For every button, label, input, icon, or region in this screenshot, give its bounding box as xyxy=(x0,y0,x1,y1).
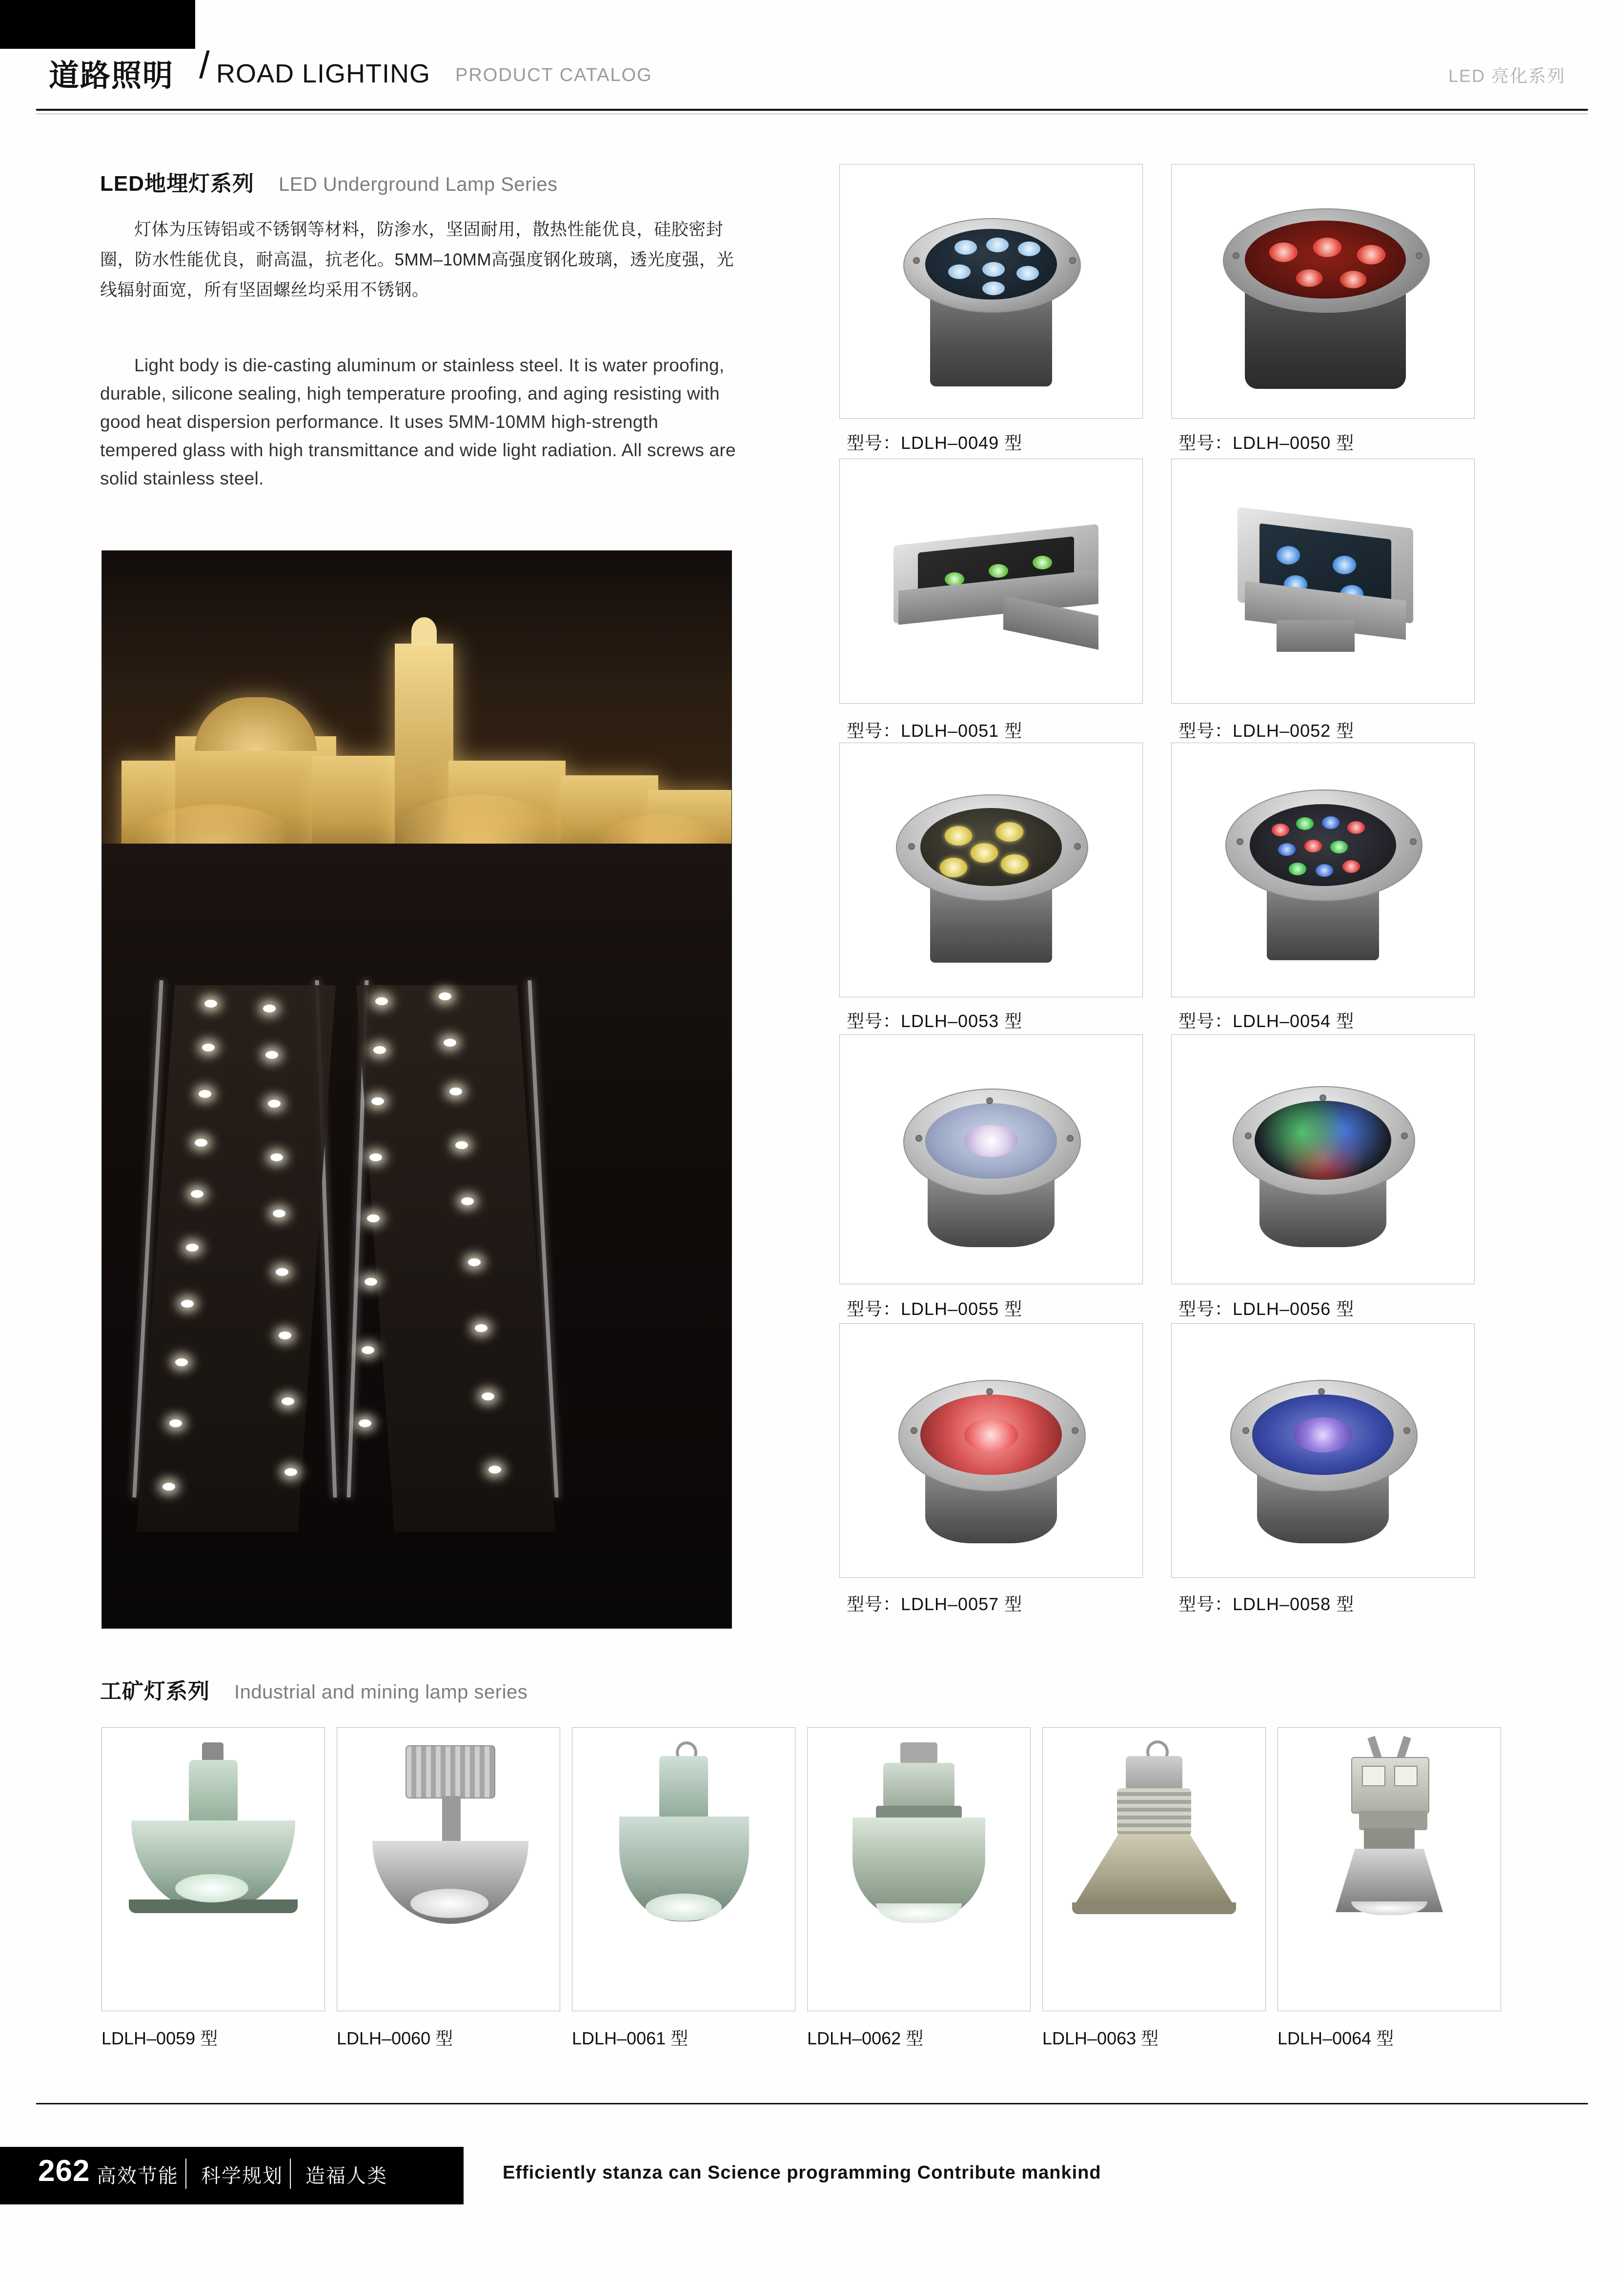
photo-step-light xyxy=(362,1346,374,1354)
product-image-LDLH-0063 xyxy=(1042,1727,1266,2011)
product-image-LDLH-0051 xyxy=(839,459,1143,704)
product-label-LDLH-0052: 型号：LDLH–0052 型 xyxy=(1178,721,1355,741)
page-number: 262 xyxy=(38,2154,90,2188)
footer-separator xyxy=(290,2159,291,2189)
photo-step-light xyxy=(273,1210,285,1217)
product-label-LDLH-0058: 型号：LDLH–0058 型 xyxy=(1178,1594,1355,1614)
product-label-LDLH-0049: 型号：LDLH–0049 型 xyxy=(847,433,1023,453)
footer-divider xyxy=(36,2103,1588,2104)
product-label-LDLH-0061: LDLH–0061 型 xyxy=(572,2028,689,2048)
header-black-bar xyxy=(0,0,195,49)
product-image-LDLH-0055 xyxy=(839,1034,1143,1284)
header-divider xyxy=(36,109,1588,111)
night-street-lighting-photo xyxy=(102,550,732,1629)
product-label-LDLH-0050: 型号：LDLH–0050 型 xyxy=(1178,433,1355,453)
footer-slogan-en: Efficiently stanza can Science programming Contribute mankind xyxy=(503,2162,1101,2183)
product-image-LDLH-0052 xyxy=(1171,459,1475,704)
photo-step-light xyxy=(365,1278,377,1286)
page-header xyxy=(0,0,1624,124)
product-image-LDLH-0064 xyxy=(1278,1727,1501,2011)
product-label-LDLH-0063: LDLH–0063 型 xyxy=(1042,2028,1159,2048)
photo-step-light xyxy=(284,1468,297,1476)
industrial-section-title xyxy=(100,1674,528,1705)
photo-step-light xyxy=(371,1097,384,1105)
photo-step-light xyxy=(461,1197,474,1205)
photo-step-light xyxy=(268,1100,281,1108)
product-image-LDLH-0058 xyxy=(1171,1323,1475,1578)
header-title-en: ROAD LIGHTING xyxy=(216,59,431,88)
photo-step-light xyxy=(169,1419,182,1427)
product-image-LDLH-0049 xyxy=(839,164,1143,419)
photo-step-light xyxy=(186,1244,199,1252)
photo-step-light xyxy=(449,1088,462,1095)
underground-paragraph-zh: 灯体为压铸铝或不锈钢等材料，防渗水，坚固耐用，散热性能优良，硅胶密封圈，防水性能优良，耐高温，抗老化。5MM–10MM高强度钢化玻璃，透光度强，光线辐射面宽，所有坚固螺丝均采用不锈钢。 xyxy=(100,220,734,300)
photo-step-light xyxy=(482,1393,494,1400)
product-label-LDLH-0062: LDLH–0062 型 xyxy=(807,2028,924,2048)
product-label-LDLH-0051: 型号：LDLH–0051 型 xyxy=(847,721,1023,741)
product-label-LDLH-0064: LDLH–0064 型 xyxy=(1278,2028,1394,2048)
photo-step-light xyxy=(367,1214,380,1222)
photo-step-light xyxy=(439,992,451,1000)
photo-step-light xyxy=(488,1466,501,1474)
header-series-label: LED 亮化系列 xyxy=(1448,66,1565,86)
product-label-LDLH-0060: LDLH–0060 型 xyxy=(337,2028,453,2048)
product-image-LDLH-0060 xyxy=(337,1727,560,2011)
photo-step-light xyxy=(468,1258,481,1266)
product-label-LDLH-0057: 型号：LDLH–0057 型 xyxy=(847,1594,1023,1614)
product-image-LDLH-0059 xyxy=(102,1727,325,2011)
photo-step-light xyxy=(265,1051,278,1059)
product-image-LDLH-0061 xyxy=(572,1727,795,2011)
underground-paragraph-en: Light body is die-casting aluminum or stainless steel. It is water proofing, durable, silicone sealing, high temperature proofing, and aging resisting with good heat dispersion performance. It uses 5MM-10MM high-strength tempered glass with high transmittance and wide light radiation. All screws are solid stainless steel. xyxy=(100,355,736,488)
photo-step-light xyxy=(204,1000,217,1008)
product-label-LDLH-0054: 型号：LDLH–0054 型 xyxy=(1178,1011,1355,1031)
photo-step-light xyxy=(202,1044,215,1051)
photo-step-light xyxy=(175,1358,188,1366)
photo-step-light xyxy=(199,1090,211,1098)
underground-title-zh: LED地埋灯系列 xyxy=(100,172,254,196)
photo-step-light xyxy=(195,1139,207,1147)
product-label-LDLH-0053: 型号：LDLH–0053 型 xyxy=(847,1011,1023,1031)
photo-step-light xyxy=(369,1153,382,1161)
industrial-title-zh: 工矿灯系列 xyxy=(100,1679,210,1703)
photo-step-light xyxy=(279,1332,291,1339)
photo-step-light xyxy=(263,1005,276,1012)
product-image-LDLH-0053 xyxy=(839,743,1143,997)
photo-step-light xyxy=(475,1324,487,1332)
product-image-LDLH-0050 xyxy=(1171,164,1475,419)
photo-step-light xyxy=(375,997,388,1005)
footer-slogan-3: 造福人类 xyxy=(305,2165,387,2187)
photo-step-light xyxy=(191,1190,203,1198)
photo-step-light xyxy=(359,1419,371,1427)
industrial-title-en: Industrial and mining lamp series xyxy=(234,1681,528,1703)
product-image-LDLH-0056 xyxy=(1171,1034,1475,1284)
photo-step-light xyxy=(162,1483,175,1491)
photo-step-light xyxy=(444,1039,456,1047)
footer-slogan-2: 科学规划 xyxy=(201,2165,283,2187)
product-image-LDLH-0054 xyxy=(1171,743,1475,997)
underground-title-en: LED Underground Lamp Series xyxy=(279,174,558,195)
photo-step-light xyxy=(181,1300,194,1308)
footer-slogan-1: 高效节能 xyxy=(97,2165,179,2187)
product-label-LDLH-0055: 型号：LDLH–0055 型 xyxy=(847,1299,1023,1319)
product-label-LDLH-0056: 型号：LDLH–0056 型 xyxy=(1178,1299,1355,1319)
product-image-LDLH-0062 xyxy=(807,1727,1031,2011)
product-label-LDLH-0059: LDLH–0059 型 xyxy=(102,2028,218,2048)
header-subtitle-en: PRODUCT CATALOG xyxy=(455,65,652,85)
photo-step-light xyxy=(276,1268,288,1276)
photo-step-light xyxy=(455,1141,468,1149)
underground-section-title xyxy=(100,166,558,197)
photo-step-light xyxy=(282,1397,294,1405)
photo-step-light xyxy=(270,1153,283,1161)
product-image-LDLH-0057 xyxy=(839,1323,1143,1578)
header-slash: / xyxy=(199,43,210,86)
header-title-zh: 道路照明 xyxy=(49,59,174,93)
photo-step-light xyxy=(373,1046,386,1054)
footer-separator xyxy=(185,2159,186,2189)
